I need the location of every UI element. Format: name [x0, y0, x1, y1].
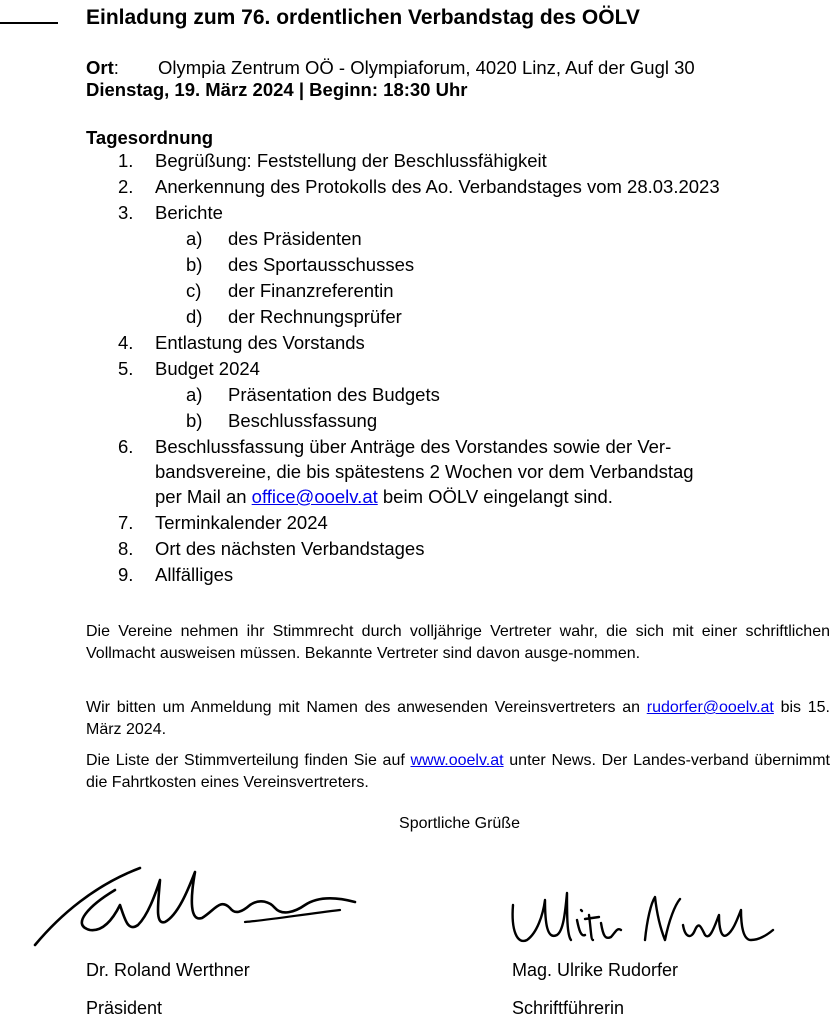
- subitem-letter: d): [186, 306, 203, 327]
- agenda-item-number: 8.: [118, 538, 134, 559]
- agenda-item-number: 7.: [118, 512, 134, 533]
- subitem-letter: b): [186, 410, 203, 431]
- signer-role: Schriftführerin: [512, 998, 625, 1018]
- location-value: Olympia Zentrum OÖ - Olympiaforum, 4020 Linz, Auf der Gugl 30: [158, 57, 695, 78]
- vote-list-paragraph: Die Liste der Stimmverteilung finden Sie auf www.ooelv.at unter News. Der Landes-verband übernimmt die Fahrtkosten eines Vereinsvertreters.: [86, 752, 830, 791]
- agenda-item-text: bandsvereine, die bis spätestens 2 Wochen vor dem Verbandstag: [155, 461, 694, 482]
- agenda-item-number: 3.: [118, 202, 134, 223]
- date-line: Dienstag, 19. März 2024 | Beginn: 18:30 Uhr: [86, 79, 468, 100]
- subitem-letter: a): [186, 384, 203, 405]
- agenda-item-text: Beschlussfassung über Anträge des Vorstandes sowie der Ver-: [155, 436, 672, 457]
- agenda-item-text: Terminkalender 2024: [155, 512, 328, 533]
- agenda-item-text: Berichte: [155, 202, 223, 223]
- signer-role: Präsident: [86, 998, 163, 1018]
- agenda-item-number: 5.: [118, 358, 134, 379]
- signer-name: Dr. Roland Werthner: [86, 960, 250, 980]
- closing-greeting: Sportliche Grüße: [399, 815, 520, 832]
- document-title: Einladung zum 76. ordentlichen Verbandstag des OÖLV: [86, 6, 640, 29]
- agenda-item-number: 2.: [118, 176, 134, 197]
- subitem-text: der Finanzreferentin: [228, 280, 394, 301]
- agenda-item-text: Entlastung des Vorstands: [155, 332, 365, 353]
- agenda-item-text: per Mail an office@ooelv.at beim OÖLV eingelangt sind.: [155, 486, 613, 507]
- signature-rudorfer: [505, 885, 775, 955]
- agenda-heading: Tagesordnung: [86, 127, 214, 148]
- subitem-text: Beschlussfassung: [228, 410, 378, 431]
- registration-paragraph: Wir bitten um Anmeldung mit Namen des anwesenden Vereinsvertreters an rudorfer@ooelv.at bis 15. März 2024.: [86, 699, 830, 738]
- subitem-letter: a): [186, 228, 203, 249]
- signature-werthner: [20, 860, 360, 960]
- website-link[interactable]: www.ooelv.at: [410, 752, 504, 769]
- agenda-item-text: Ort des nächsten Verbandstages: [155, 538, 425, 559]
- header-rule: [0, 22, 58, 24]
- subitem-text: der Rechnungsprüfer: [228, 306, 402, 327]
- location-line: [86, 57, 695, 79]
- subitem-text: des Sportausschusses: [228, 254, 415, 275]
- location-label: Ort:: [86, 57, 119, 78]
- agenda-item-text: Allfälliges: [155, 564, 234, 585]
- subitem-text: des Präsidenten: [228, 228, 362, 249]
- agenda-item-text: Budget 2024: [155, 358, 260, 379]
- agenda-item-text: Anerkennung des Protokolls des Ao. Verbandstages vom 28.03.2023: [155, 176, 720, 197]
- subitem-letter: b): [186, 254, 203, 275]
- voting-rights-paragraph: Die Vereine nehmen ihr Stimmrecht durch volljährige Vertreter wahr, die sich mit einer schriftlichen Vollmacht ausweisen müssen. Bekannte Vertreter sind davon ausge-nommen.: [86, 623, 830, 662]
- subitem-text: Präsentation des Budgets: [228, 384, 440, 405]
- signer-name: Mag. Ulrike Rudorfer: [512, 960, 679, 980]
- office-email-link[interactable]: office@ooelv.at: [251, 486, 378, 507]
- agenda-item-number: 4.: [118, 332, 134, 353]
- agenda-item-text: Begrüßung: Feststellung der Beschlussfähigkeit: [155, 150, 547, 171]
- agenda-item-number: 1.: [118, 150, 134, 171]
- registration-email-link[interactable]: rudorfer@ooelv.at: [646, 699, 774, 716]
- agenda-item-number: 9.: [118, 564, 134, 585]
- subitem-letter: c): [186, 280, 202, 301]
- agenda-item-number: 6.: [118, 436, 134, 457]
